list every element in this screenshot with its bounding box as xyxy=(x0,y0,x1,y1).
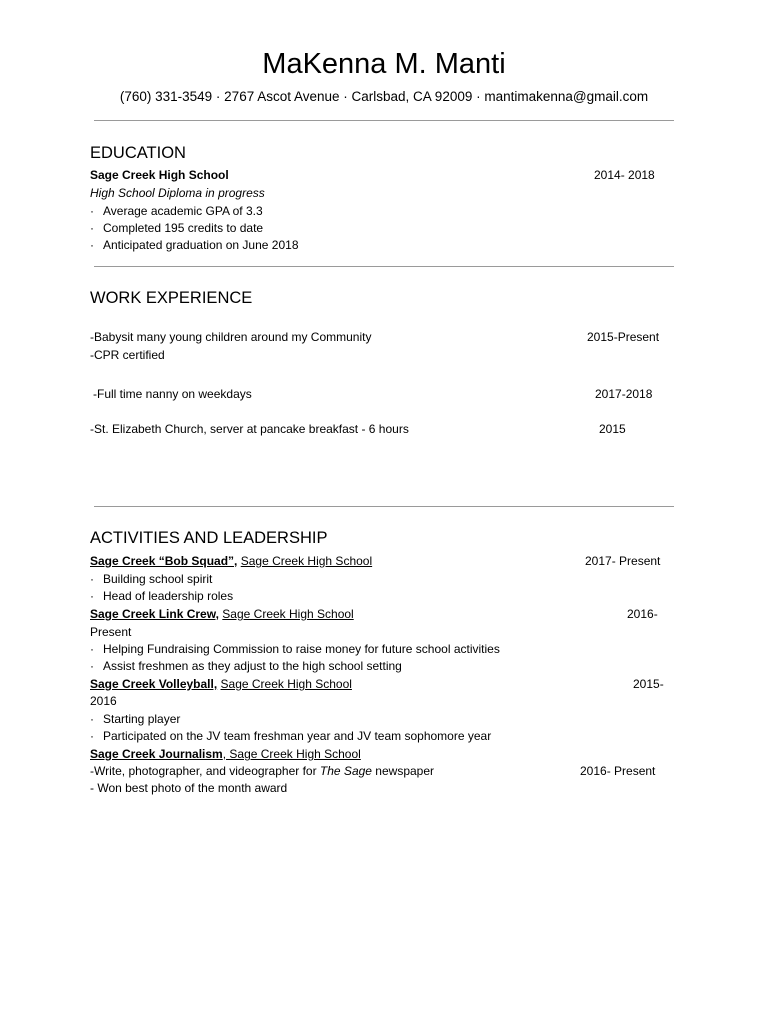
divider xyxy=(94,120,674,121)
activity-title: Sage Creek “Bob Squad”, Sage Creek High School xyxy=(90,554,373,568)
divider xyxy=(94,506,674,507)
list-item: · Helping Fundraising Commission to raise money for future school activities xyxy=(90,642,500,656)
list-item: · Starting player xyxy=(90,712,181,726)
list-item: · Head of leadership roles xyxy=(90,589,234,603)
activity-date: 2017- Present xyxy=(585,554,661,568)
diploma-status: High School Diploma in progress xyxy=(90,186,265,200)
activity-description: -Write, photographer, and videographer for The Sage newspaper xyxy=(90,764,435,778)
activity-title: Sage Creek Journalism, Sage Creek High School xyxy=(90,747,361,761)
education-years: 2014- 2018 xyxy=(594,168,655,182)
work-item-date: 2015 xyxy=(599,422,626,436)
work-item-date: 2015-Present xyxy=(587,330,660,344)
list-item: · Building school spirit xyxy=(90,572,213,586)
section-heading-activities: ACTIVITIES AND LEADERSHIP xyxy=(90,529,328,547)
list-item: · Anticipated graduation on June 2018 xyxy=(90,238,299,252)
activity-date: 2016- Present xyxy=(580,764,656,778)
activity-description: - Won best photo of the month award xyxy=(90,781,288,795)
school-name: Sage Creek High School xyxy=(90,168,229,182)
section-heading-work: WORK EXPERIENCE xyxy=(90,289,253,307)
work-item-text: -Full time nanny on weekdays xyxy=(93,387,252,401)
work-item-date: 2017-2018 xyxy=(595,387,653,401)
work-item-text: -CPR certified xyxy=(90,348,165,362)
activity-title: Sage Creek Volleyball, Sage Creek High School xyxy=(90,677,352,691)
contact-info: (760) 331-3549 · 2767 Ascot Avenue · Carlsbad, CA 92009 · mantimakenna@gmail.com xyxy=(119,89,649,104)
activity-title: Sage Creek Link Crew, Sage Creek High School xyxy=(90,607,354,621)
list-item: · Assist freshmen as they adjust to the high school setting xyxy=(90,659,402,673)
resume-name: MaKenna M. Manti xyxy=(262,48,506,80)
work-item-text: -St. Elizabeth Church, server at pancake breakfast - 6 hours xyxy=(90,422,409,436)
divider xyxy=(94,266,674,267)
work-item-text: -Babysit many young children around my Community xyxy=(90,330,372,344)
list-item: · Average academic GPA of 3.3 xyxy=(90,204,263,218)
activity-date: 2015- xyxy=(633,677,664,691)
section-heading-education: EDUCATION xyxy=(90,144,186,162)
activity-date: 2016- xyxy=(627,607,658,621)
list-item: · Completed 195 credits to date xyxy=(90,221,264,235)
list-item: · Participated on the JV team freshman year and JV team sophomore year xyxy=(90,729,492,743)
activity-date-continued: Present xyxy=(90,625,132,639)
activity-date-continued: 2016 xyxy=(90,694,117,708)
